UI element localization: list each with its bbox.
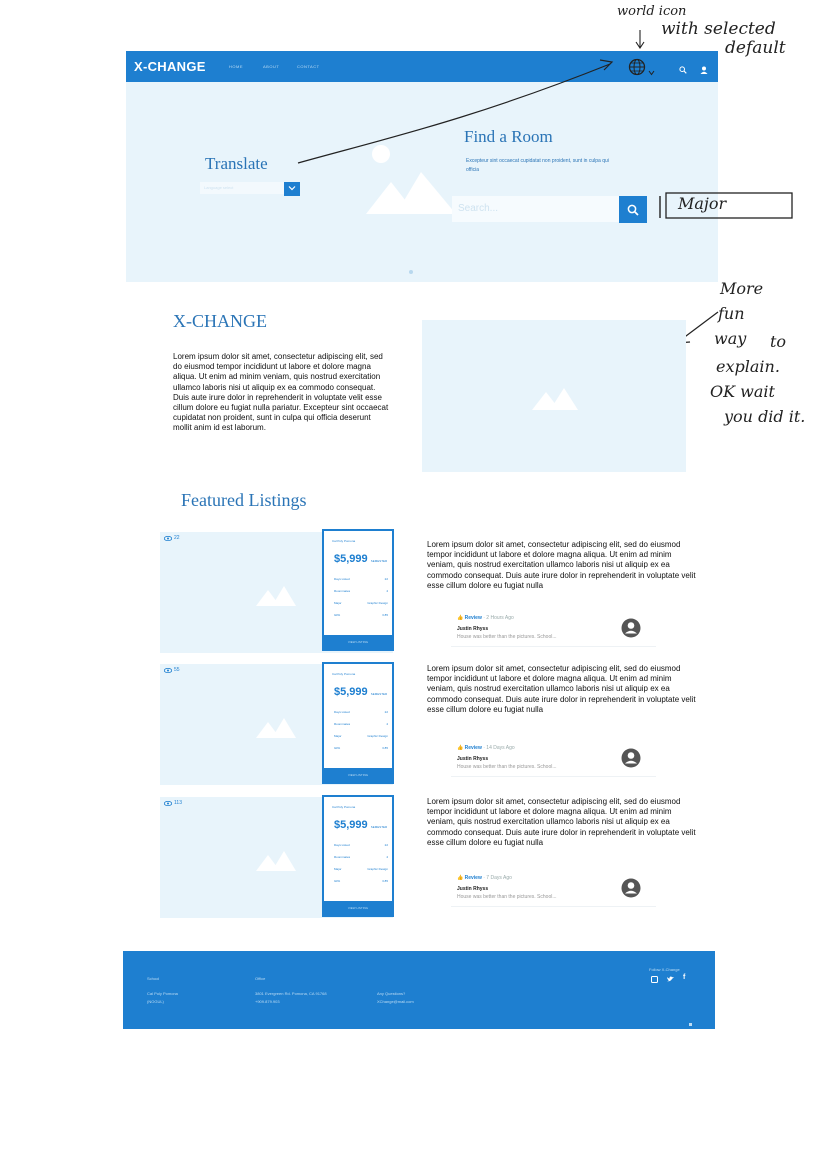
price-term: SEMESTER [370, 559, 388, 563]
listing-description: Lorem ipsum dolor sit amet, consectetur adipiscing elit, sed do eiusmod tempor incididunt ut labore et dolore magna aliqua. Ut enim ad minim veniam, quis nostrud exercitation ullamco laboris nisi ut aliquip ex ea commodo consequat. Duis aute irure dolor in reprehenderit in voluptate velit esse cillum dolore eu fugiat nulla [427, 797, 696, 847]
review-card [451, 866, 656, 907]
thumbs-up-icon: 👍 [457, 615, 464, 621]
view-listing-button[interactable]: VIEW LISTING [324, 901, 392, 915]
price-value: $5,999 [334, 686, 368, 698]
view-count: 113 [174, 800, 182, 806]
spec-value: 3.85 [382, 746, 388, 750]
listing-card[interactable] [322, 795, 394, 917]
spec-value: 4 [386, 589, 388, 593]
annotation-line: fun [718, 304, 745, 323]
thumbs-up-icon: 👍 [457, 875, 464, 881]
spec-row [334, 855, 388, 867]
price-term: SEMESTER [370, 692, 388, 696]
about-title: X-CHANGE [173, 311, 267, 331]
review-text: House was better than the pictures. School... [457, 894, 557, 900]
spec-row [334, 746, 388, 758]
reviewer-name: Justin Rhyss [457, 626, 489, 632]
nav-home[interactable]: HOME [229, 64, 243, 69]
annotation-line: OK wait [710, 382, 775, 401]
room-search-input[interactable]: Search... [452, 196, 620, 222]
listing-card[interactable] [322, 529, 394, 651]
spec-label: GPA [334, 746, 341, 750]
avatar-icon[interactable] [621, 748, 641, 768]
instagram-icon[interactable] [651, 976, 658, 983]
annotation-line: explain. [716, 357, 780, 376]
review-age: · 14 Days Ago [483, 745, 515, 751]
footer-address: 3801 Evergreen Rd. Pomona, CA 91768 [255, 991, 327, 996]
spec-value: Graphic Design [367, 867, 388, 871]
review-card [451, 736, 656, 777]
spec-label: GPA [334, 613, 341, 617]
listing-specs [334, 710, 388, 758]
reviewer-name: Justin Rhyss [457, 886, 489, 892]
find-room-description: Excepteur sint occaecat cupidatat non proident, sunt in culpa qui officia [466, 158, 609, 173]
annotation-line: with selected [661, 19, 776, 39]
footer-school-heading: School [147, 976, 160, 981]
listing-description: Lorem ipsum dolor sit amet, consectetur adipiscing elit, sed do eiusmod tempor incididunt ut labore et dolore magna aliqua. Ut enim ad minim veniam, quis nostrud exercitation ullamco laboris nisi ut aliquip ex ea commodo consequat. Duis aute irure dolor in reprehenderit in voluptate velit esse cillum dolore eu fugiat nulla [427, 664, 696, 714]
listing-price [334, 686, 387, 698]
review-label: Review [464, 745, 482, 751]
spec-row [334, 613, 388, 625]
listing-specs [334, 843, 388, 891]
spec-value: 22 [384, 710, 388, 714]
spec-label: Days Listed [334, 577, 350, 581]
review-label: Review [464, 875, 482, 881]
review-age: · 2 Hours Ago [483, 615, 514, 621]
find-room-title: Find a Room [464, 127, 553, 146]
eye-icon [164, 536, 172, 541]
nav-about[interactable]: ABOUT [263, 64, 280, 69]
view-count: 55 [174, 667, 180, 673]
spec-value: 22 [384, 577, 388, 581]
price-value: $5,999 [334, 819, 368, 831]
avatar-icon[interactable] [621, 618, 641, 638]
footer-phone[interactable]: +909.879.903 [255, 999, 280, 1004]
spec-row [334, 577, 388, 589]
listing-card[interactable] [322, 662, 394, 784]
annotation-line: to [770, 332, 787, 351]
annotation-line: you did it. [724, 407, 806, 426]
review-card [451, 606, 656, 647]
spec-value: Graphic Design [367, 601, 388, 605]
review-text: House was better than the pictures. School... [457, 764, 557, 770]
spec-row [334, 601, 388, 613]
annotation-line: world icon [617, 4, 687, 19]
image-placeholder-icon [256, 584, 296, 606]
review-meta [457, 875, 512, 881]
image-placeholder-icon [256, 716, 296, 738]
listing-price [334, 819, 387, 831]
footer-office-heading: Office [255, 976, 266, 981]
reviewer-name: Justin Rhyss [457, 756, 489, 762]
footer-questions: Any Questions? [377, 991, 406, 996]
spec-label: Major [334, 867, 342, 871]
about-text: Lorem ipsum dolor sit amet, consectetur adipiscing elit, sed do eiusmod tempor incididunt ut labore et dolore magna aliqua. Ut enim ad minim veniam, quis nostrud exercitation ullamco laboris nisi ut aliquip ex ea commodo consequat. Duis aute irure dolor in reprehenderit in voluptate velit esse cillum dolore eu fugiat nulla pariatur. Excepteur sint occaecat cupidatat non proident, sunt in culpa qui officia deserunt mollit anim id est laborum. [173, 352, 389, 433]
annotation-line: default [725, 38, 786, 58]
featured-title: Featured Listings [181, 490, 307, 510]
school-name: Cal Poly Pomona [332, 805, 356, 809]
spec-row [334, 734, 388, 746]
listing-description: Lorem ipsum dolor sit amet, consectetur adipiscing elit, sed do eiusmod tempor incididunt ut labore et dolore magna aliqua. Ut enim ad minim veniam, quis nostrud exercitation ullamco laboris nisi ut aliquip ex ea commodo consequat. Duis aute irure dolor in reprehenderit in voluptate velit esse cillum dolore eu fugiat nulla [427, 540, 696, 590]
view-listing-button[interactable]: VIEW LISTING [324, 768, 392, 782]
review-meta [457, 745, 515, 751]
spec-label: Roommates [334, 855, 351, 859]
translate-title: Translate [205, 154, 268, 173]
spec-value: 3.85 [382, 613, 388, 617]
annotation-line: More [720, 279, 764, 298]
twitter-icon[interactable] [667, 976, 674, 982]
image-placeholder-icon [256, 849, 296, 871]
brand-logo[interactable]: X-CHANGE [134, 59, 206, 74]
image-placeholder-icon [532, 386, 578, 410]
spec-row [334, 879, 388, 891]
view-listing-button[interactable]: VIEW LISTING [324, 635, 392, 649]
spec-label: GPA [334, 879, 341, 883]
review-label: Review [464, 615, 482, 621]
price-value: $5,999 [334, 553, 368, 565]
spec-row [334, 722, 388, 734]
listing-specs [334, 577, 388, 625]
nav-contact[interactable]: CONTACT [297, 64, 320, 69]
facebook-icon[interactable]: f [683, 974, 686, 981]
spec-label: Major [334, 734, 342, 738]
spec-label: Days Listed [334, 710, 350, 714]
footer-email[interactable]: XChange@mail.com [377, 999, 414, 1004]
review-text: House was better than the pictures. School... [457, 634, 557, 640]
eye-icon [164, 801, 172, 806]
spec-row [334, 589, 388, 601]
price-term: SEMESTER [370, 825, 388, 829]
explain-annotation [710, 276, 805, 429]
spec-label: Major [334, 601, 342, 605]
spec-value: 4 [386, 722, 388, 726]
globe-annotation [617, 4, 786, 58]
view-count: 22 [174, 535, 180, 541]
footer-follow: Follow X-Change [649, 967, 680, 972]
spec-row [334, 710, 388, 722]
annotation-line: way [714, 329, 747, 348]
school-name: Cal Poly Pomona [332, 539, 356, 543]
spec-value: 22 [384, 843, 388, 847]
spec-label: Roommates [334, 589, 351, 593]
footer-school-code: (NOGUL) [147, 999, 164, 1004]
major-annotation: Major [678, 194, 727, 213]
spec-row [334, 843, 388, 855]
listing-price [334, 553, 387, 565]
about-image-placeholder [422, 320, 686, 472]
spec-label: Days Listed [334, 843, 350, 847]
footer-school-name[interactable]: Cal Poly Pomona [147, 991, 178, 996]
language-select[interactable]: Language select [200, 182, 285, 194]
spec-row [334, 867, 388, 879]
site-footer [123, 951, 715, 1029]
spec-value: 3.85 [382, 879, 388, 883]
thumbs-up-icon: 👍 [457, 745, 464, 751]
spec-value: Graphic Design [367, 734, 388, 738]
scroll-top-icon[interactable] [689, 1023, 692, 1026]
review-age: · 7 Days Ago [483, 875, 512, 881]
review-meta [457, 615, 514, 621]
school-name: Cal Poly Pomona [332, 672, 356, 676]
spec-label: Roommates [334, 722, 351, 726]
eye-icon [164, 668, 172, 673]
avatar-icon[interactable] [621, 878, 641, 898]
spec-value: 4 [386, 855, 388, 859]
